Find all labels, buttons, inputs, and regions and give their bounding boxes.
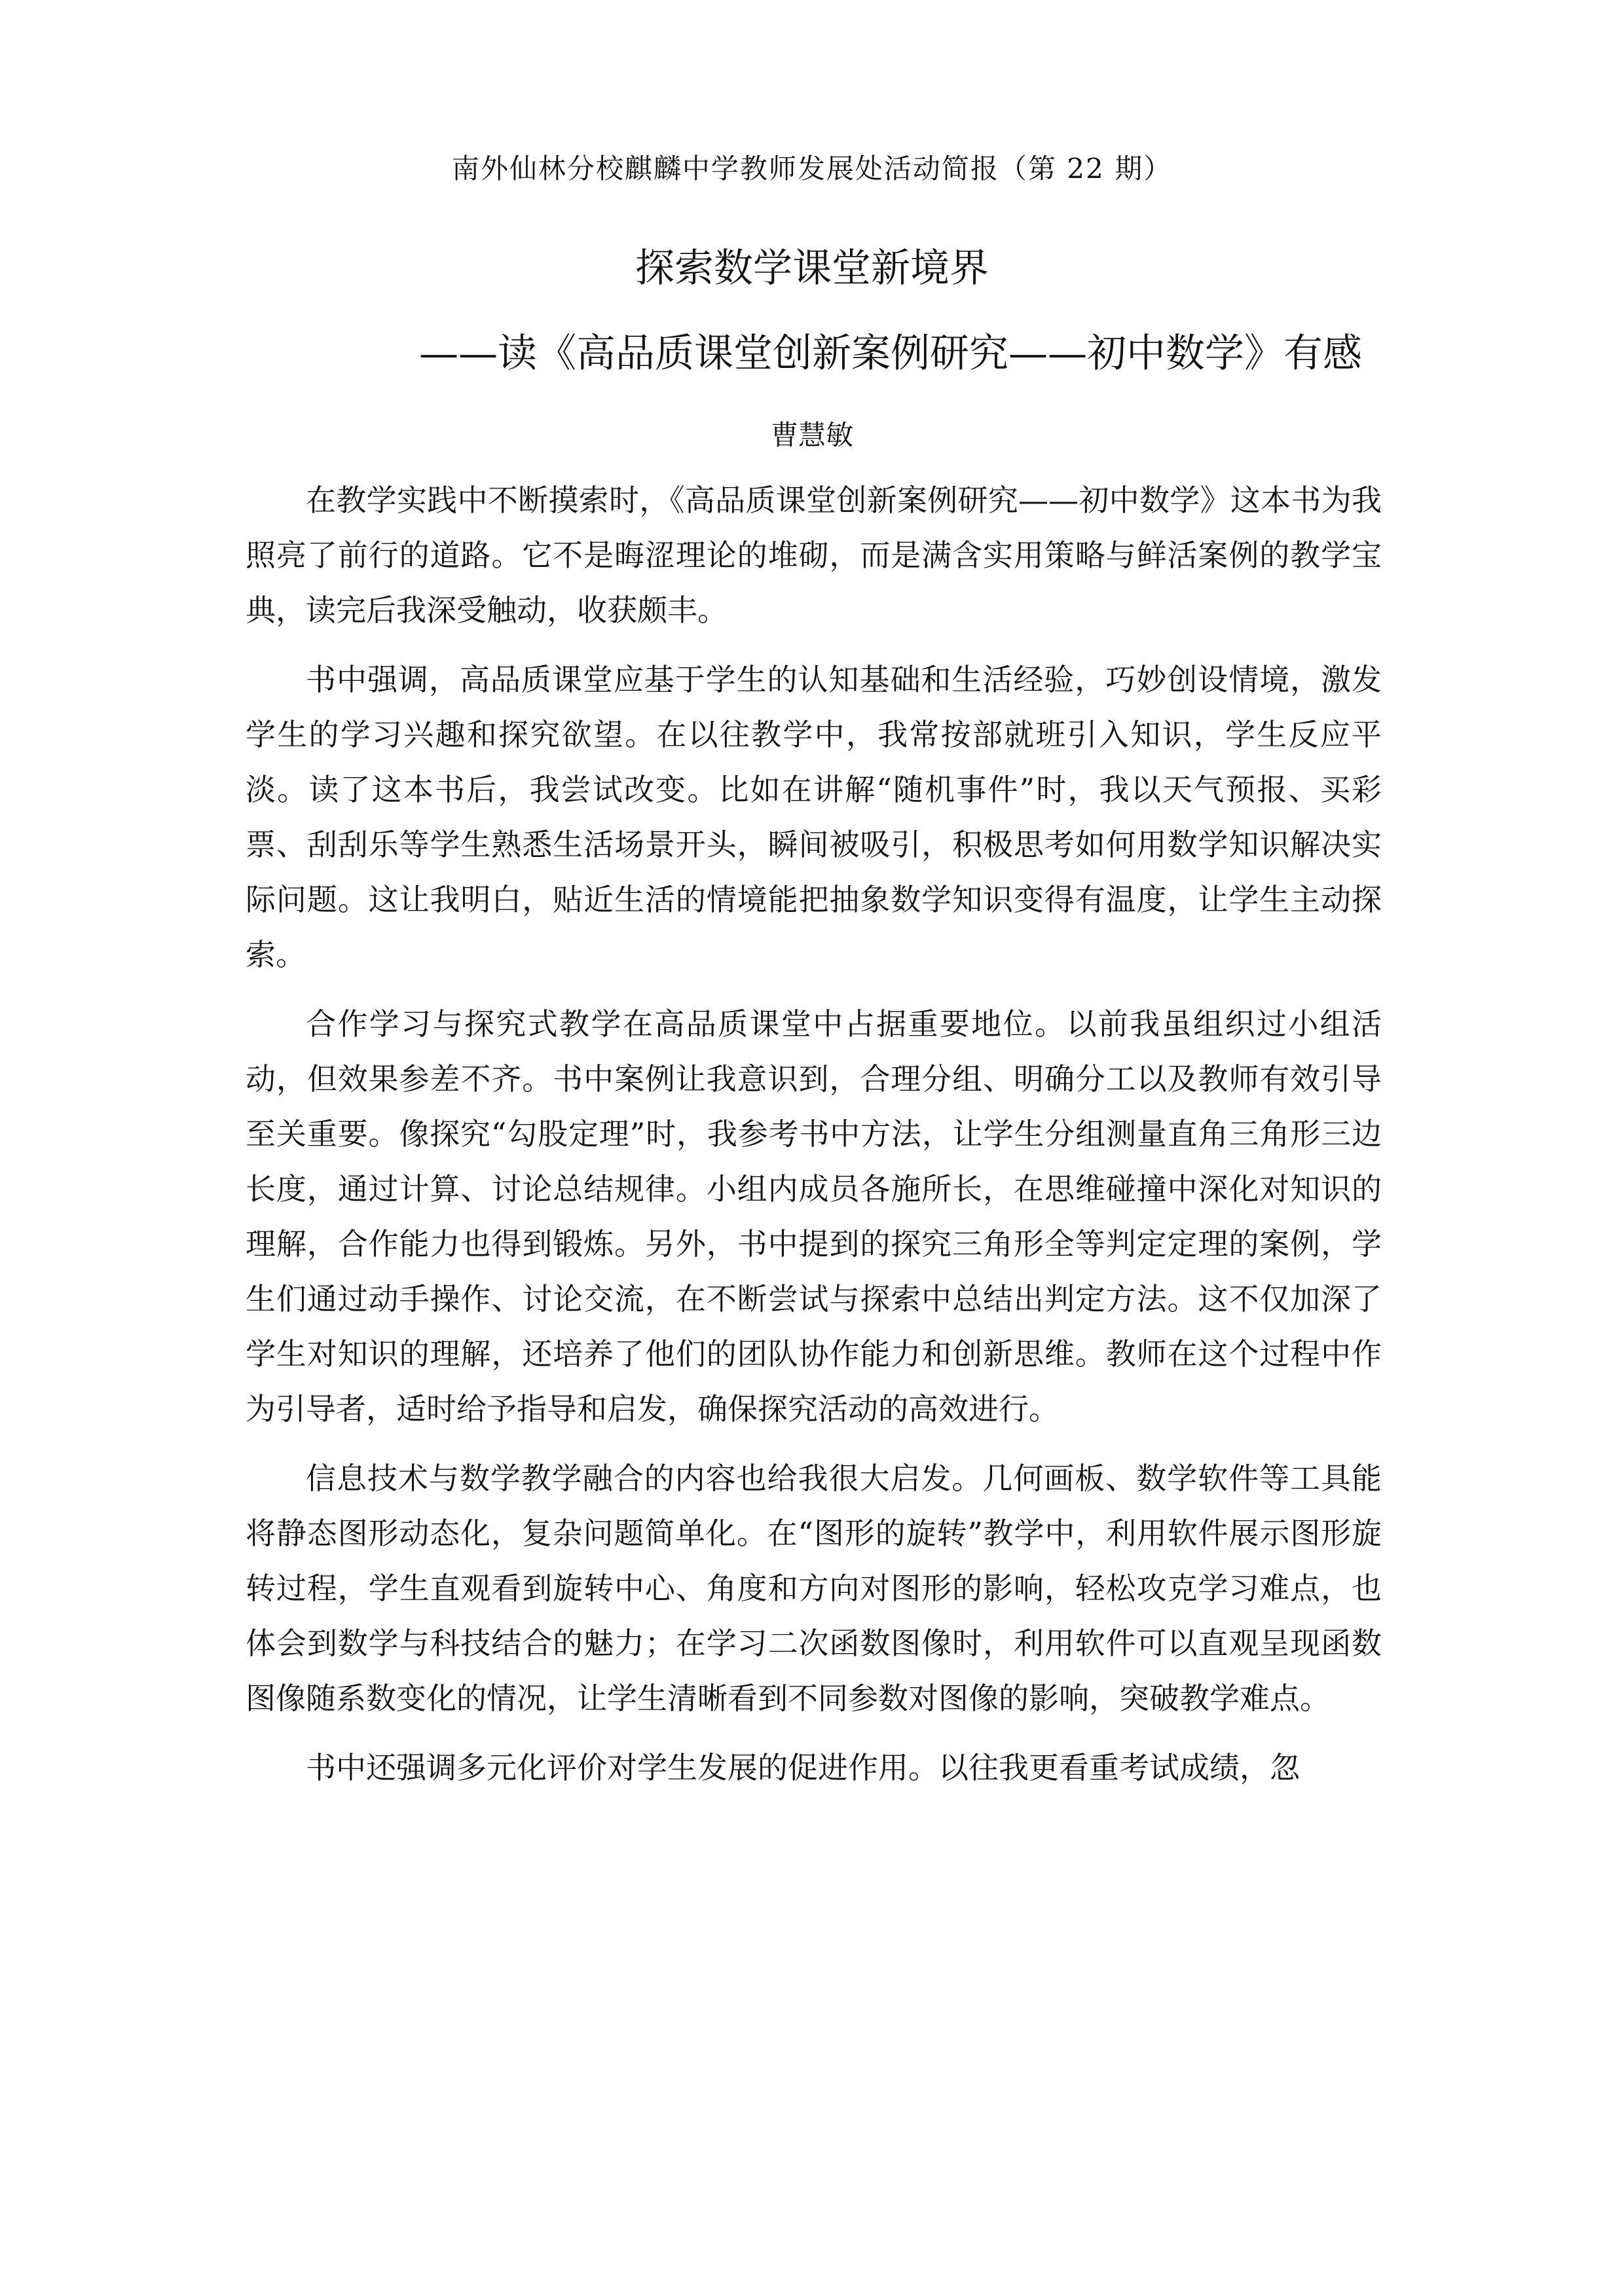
paragraph-intro: 在教学实践中不断摸索时，《高品质课堂创新案例研究——初中数学》这本书为我照亮了前行的道路。它不是晦涩理论的堆砌，而是满含实用策略与鲜活案例的教学宝典，读完后我深受触动，收获颇丰。 <box>246 483 1382 628</box>
paragraph-cooperative-learning: 合作学习与探究式教学在高品质课堂中占据重要地位。以前我虽组织过小组活动，但效果参差不齐。书中案例让我意识到，合理分组、明确分工以及教师有效引导至关重要。像探究“勾股定理”时，我参考书中方法，让学生分组测量直角三角形三边长度，通过计算、讨论总结规律。小组内成员各施所长，在思维碰撞中深化对知识的理解，合作能力也得到锻炼。另外，书中提到的探究三角形全等判定定理的案例，学生们通过动手操作、讨论交流，在不断尝试与探索中总结出判定方法。这不仅加深了学生对知识的理解，还培养了他们的团队协作能力和创新思维。教师在这个过程中作为引导者，适时给予指导和启发，确保探究活动的高效进行。 <box>246 1006 1382 1427</box>
bulletin-header: 南外仙林分校麒麟中学教师发展处活动简报（第 22 期） <box>451 153 1173 185</box>
paragraph-evaluation: 书中还强调多元化评价对学生发展的促进作用。以往我更看重考试成绩，忽 <box>306 1750 1300 1785</box>
article-subtitle: ——读《高品质课堂创新案例研究——初中数学》有感 <box>419 331 1362 376</box>
paragraph-information-technology: 信息技术与数学教学融合的内容也给我很大启发。几何画板、数学软件等工具能将静态图形动态化，复杂问题简单化。在“图形的旋转”教学中，利用软件展示图形旋转过程，学生直观看到旋转中心、角度和方向对图形的影响，轻松攻克学习难点，也体会到数学与科技结合的魅力；在学习二次函数图像时，利用软件可以直观呈现函数图像随系数变化的情况，让学生清晰看到不同参数对图像的影响，突破教学难点。 <box>246 1461 1382 1716</box>
paragraph-situation: 书中强调，高品质课堂应基于学生的认知基础和生活经验，巧妙创设情境，激发学生的学习兴趣和探究欲望。在以往教学中，我常按部就班引入知识，学生反应平淡。读了这本书后，我尝试改变。比如在讲解“随机事件”时，我以天气预报、买彩票、刮刮乐等学生熟悉生活场景开头，瞬间被吸引，积极思考如何用数学知识解决实际问题。这让我明白，贴近生活的情境能把抽象数学知识变得有温度，让学生主动探索。 <box>246 662 1382 972</box>
article-body <box>246 473 1382 1810</box>
author-name: 曹慧敏 <box>770 419 853 451</box>
article-title: 探索数学课堂新境界 <box>635 246 989 291</box>
